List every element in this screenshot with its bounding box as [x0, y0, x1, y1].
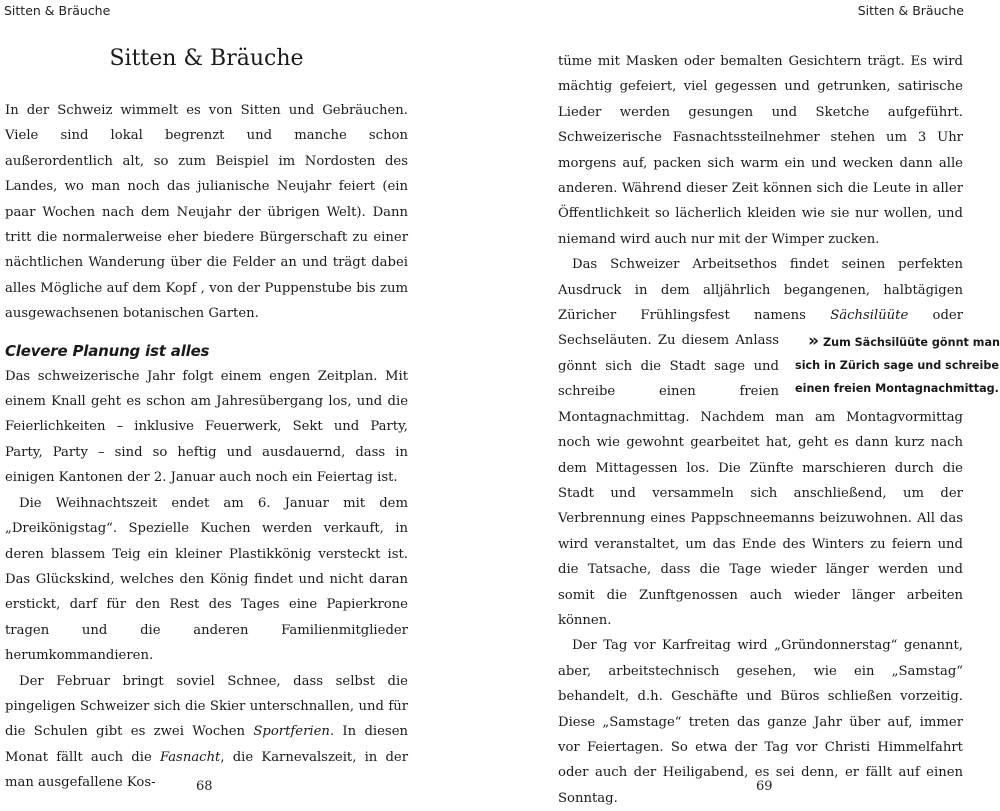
emphasis-saechsiluute: Sächsilüüte	[830, 308, 909, 324]
emphasis-fasnacht: Fasnacht	[159, 749, 221, 765]
pull-quote-text: Zum Sächsilüüte gönnt man sich in Zürich sage und schreibe einen freien Montagnachmittag.	[795, 336, 1000, 396]
running-header-right: Sitten & Bräuche	[857, 3, 964, 18]
pull-quote	[793, 330, 1000, 400]
paragraph: Das schweizerische Jahr folgt einem engen Zeitplan. Mit einem Knall geht es schon am Jahresübergang los, und die Feierlichkeiten – inklusive Feuerwerk, Sekt und Party, Party, Party – sind so heftig und ausdauernd, dass in einigen Kantonen der 2. Januar auch noch ein Feiertag ist.	[5, 368, 408, 486]
page-title: Sitten & Bräuche	[109, 46, 304, 71]
paragraph: Der Tag vor Karfreitag wird „Gründonnerstag“ genannt, aber, arbeitstechnisch gesehen, wie ein „Samstag“ behandelt, d.h. Geschäfte und Büros schließen vorzeitig. Diese „Samstage“ treten das ganze Jahr über auf, immer vor Feiertagen. So etwa der Tag vor Christi Himmelfahrt oder auch der Heiligabend, es sei denn, er fällt auf einen Sonntag.	[558, 638, 963, 806]
paragraph	[5, 669, 408, 796]
paragraph	[558, 252, 1000, 633]
paragraph: Die Weihnachtszeit endet am 6. Januar mit dem „Dreikönigstag“. Spezielle Kuchen werden verkauft, in deren blassem Teig ein kleiner Plastikkönig versteckt ist. Das Glückskind, welches den König findet und nicht daran erstickt, darf für den Rest des Tages eine Papierkrone tragen und die anderen Familienmitglieder herumkommandieren.	[5, 495, 408, 664]
left-page	[5, 98, 408, 796]
text-run: , die Karnevalszeit, in der man ausgefallene Kos-	[5, 749, 409, 791]
page-number-left: 68	[196, 779, 213, 794]
running-header-left: Sitten & Bräuche	[4, 3, 111, 18]
intro-paragraph: In der Schweiz wimmelt es von Sitten und Gebräuchen. Viele sind lokal begrenzt und manche schon außerordentlich alt, so zum Beispiel im Nordosten des Landes, wo man noch das julianische Neujahr feiert (ein paar Wochen nach dem Neujahr der übrigen Welt). Dann tritt die normalerweise eher biedere Bürgerschaft zu einer nächtlichen Wanderung über die Felder an und trägt dabei alles Mögliche auf dem Kopf , von der Puppenstube bis zum ausgewachsenen botanischen Garten.	[5, 103, 408, 322]
page-number-right: 69	[756, 779, 773, 794]
text-run: Der Februar bringt soviel Schnee, dass selbst die pingeligen Schweizer sich die Skier unterschnallen, und für die Schulen gibt es zwei Wochen	[5, 673, 408, 740]
right-page	[558, 49, 1000, 811]
section-subheading: Clevere Planung ist alles	[5, 341, 210, 360]
emphasis-sportferien: Sportferien	[253, 724, 330, 740]
text-run: oder Sechseläuten. Zu diesem Anlass gönnt sich die Stadt sage und schreibe einen freien Montagnachmittag. Nachdem man am Montagvormittag noch wie gewohnt gearbeitet hat, geht es dann kurz nach dem Mittagessen los. Die Zünfte marschieren durch die Stadt und versammeln sich anschließend, um der Verbrennung eines Pappschneemanns beizuwohnen. All das wird veranstaltet, um das Ende des Winters zu feiern und die Tatsache, dass die Tage wieder länger werden und somit die Zunftgenossen auch wieder länger arbeiten können.	[558, 308, 964, 628]
text-run: Das Schweizer Arbeitsethos findet seinen perfekten Ausdruck in dem alljährlich begangenen, halbtägigen Züricher Frühlingsfest namens	[558, 257, 963, 324]
quote-mark-icon: »	[808, 331, 819, 352]
text-run: . In diesen Monat fällt auch die	[5, 724, 408, 765]
paragraph: tüme mit Masken oder bemalten Gesichtern trägt. Es wird mächtig gefeiert, viel gegessen und getrunken, satirische Lieder werden gesungen und Sketche aufgeführt. Schweizerische Fasnachtssteilnehmer stehen um 3 Uhr morgens auf, packen sich warm ein und wecken dann alle anderen. Während dieser Zeit können sich die Leute in aller Öffentlichkeit so lächerlich kleiden wie sie nur wollen, und niemand wird auch nur mit der Wimper zucken.	[558, 54, 963, 247]
